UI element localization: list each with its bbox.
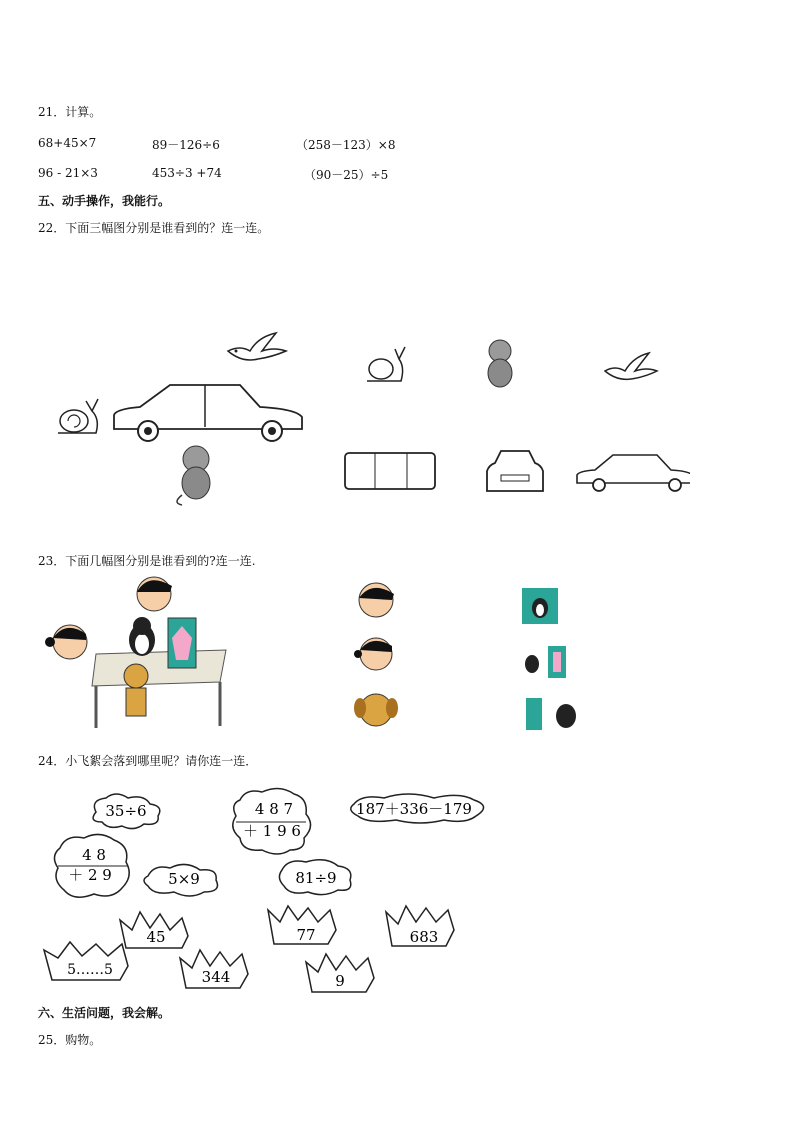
grass-text-683: 683 <box>409 928 439 946</box>
girl-viewer-icon <box>354 638 392 670</box>
view-penguin-left-icon <box>525 646 566 678</box>
grass-text-344: 344 <box>201 968 231 986</box>
grass-45 <box>120 912 188 948</box>
q22-figure <box>40 315 690 515</box>
grass-77 <box>268 906 336 944</box>
vertical-2-bottom: ＋ 2 9 <box>68 866 112 884</box>
girl-face-icon <box>45 625 87 659</box>
q21-expr-4: 96 - 21×3 <box>38 166 98 180</box>
q21-expr-1: 68+45×7 <box>38 136 97 150</box>
table-icon <box>92 650 226 728</box>
q25-title: 25．购物。 <box>38 1033 102 1047</box>
view-penguin-front-icon <box>522 588 558 624</box>
cloud-text-3: 5×9 <box>168 870 200 888</box>
section5-heading: 五、动手操作，我能行。 <box>38 194 171 208</box>
dog-icon <box>124 664 148 716</box>
cloud-vertical-48-29 <box>54 834 129 897</box>
q21-expr-5: 453÷3 +74 <box>152 166 222 180</box>
grass-9 <box>306 954 374 992</box>
vertical-1-bottom: ＋ 1 9 6 <box>243 822 301 840</box>
q23-title: 23．下面几幅图分别是谁看到的?连一连. <box>38 554 256 568</box>
grass-text-5-5: 5……5 <box>67 962 113 978</box>
grass-text-77: 77 <box>296 926 316 944</box>
cloud-vertical-487-196 <box>233 788 311 854</box>
monkey-back-icon <box>177 446 210 505</box>
cloud-5-mul-9 <box>144 864 218 896</box>
bird-viewer-icon <box>605 353 657 379</box>
snail-icon <box>58 399 98 433</box>
grass-text-45: 45 <box>146 928 166 946</box>
car-front-view-icon <box>487 451 543 491</box>
cloud-35-div-6 <box>93 794 160 829</box>
q22-title: 22．下面三幅图分别是谁看到的？连一连。 <box>38 221 270 235</box>
boy-viewer-icon <box>359 583 394 617</box>
grass-5-rem-5 <box>44 942 128 980</box>
cloud-text-1: 35÷6 <box>105 802 147 820</box>
cloud-text-4: 81÷9 <box>295 869 337 887</box>
grass-344 <box>180 950 248 988</box>
q21-expr-3: （258－123）×8 <box>296 138 396 152</box>
q24-title: 24．小飞絮会落到哪里呢？请你连一连． <box>38 754 258 768</box>
cloud-187-add-336-sub-179 <box>351 794 484 823</box>
cloud-text-2: 187＋336－179 <box>356 800 472 818</box>
boy-face-icon <box>137 577 172 611</box>
dog-viewer-icon <box>354 694 398 726</box>
section6-heading: 六、生活问题，我会解。 <box>38 1006 171 1020</box>
monkey-viewer-icon <box>488 340 512 387</box>
penguin-icon <box>129 617 155 656</box>
car-top-view-icon <box>345 453 435 489</box>
teal-box-icon <box>168 618 196 668</box>
grass-text-9: 9 <box>335 972 345 990</box>
q21-expr-2: 89－126÷6 <box>152 138 220 152</box>
bird-icon <box>228 333 286 360</box>
grass-683 <box>386 906 454 946</box>
car-side-icon <box>114 385 302 441</box>
view-penguin-right-icon <box>526 698 576 730</box>
car-side-small-icon <box>577 455 690 491</box>
q21-expr-6: （90－25）÷5 <box>304 168 389 182</box>
q21-title: 21．计算。 <box>38 105 102 119</box>
q23-figure <box>36 576 596 736</box>
vertical-1-top: 4 8 7 <box>254 800 294 818</box>
q24-figure <box>36 784 506 996</box>
cloud-81-div-9 <box>279 860 350 895</box>
snail-viewer-icon <box>367 347 405 381</box>
vertical-2-top: 4 8 <box>82 846 106 864</box>
